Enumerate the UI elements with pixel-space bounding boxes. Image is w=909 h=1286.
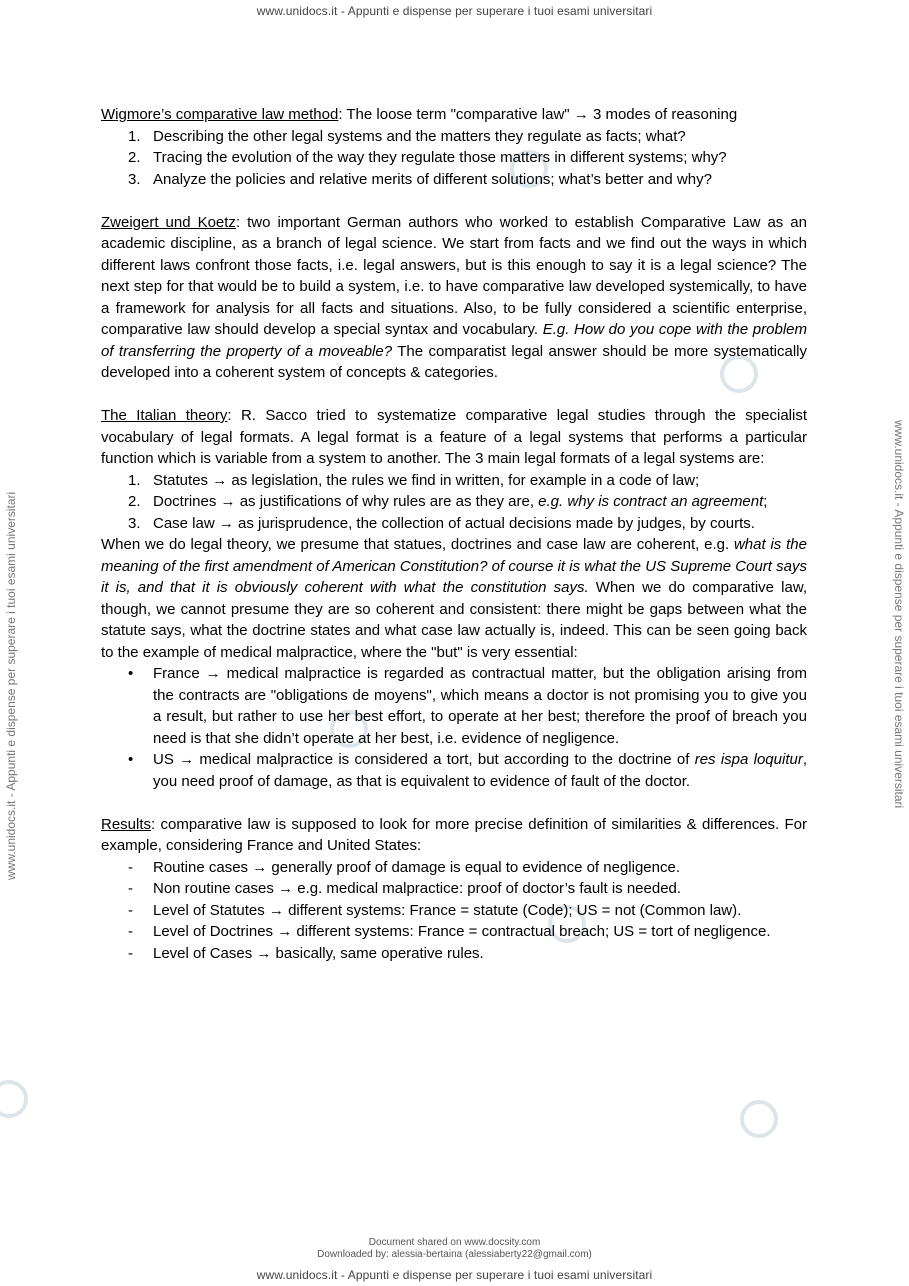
legal-theory-paragraph [101,534,807,663]
bullet-text: , you need proof of damage, as that is equivalent to evidence of fault of the doctor. [153,751,807,790]
dash-item [101,943,807,965]
dash-item [101,900,807,922]
dash-marker: - [128,944,133,962]
paragraph-text: When we do legal theory, we presume that statues, doctrines and case law are coherent, e.g. [101,536,734,553]
section-title: Wigmore’s comparative law method [101,106,339,123]
paragraph-italic: E.g. How do you cope with the problem of transferring the property of a moveable? [101,321,807,360]
bullet-marker: • [128,665,134,682]
dash-marker: - [128,880,133,897]
section-wigmore-heading [101,104,807,126]
bottom-banner: www.unidocs.it - Appunti e dispense per superare i tuoi esami universitari [256,1268,653,1282]
list-marker: 3. [128,170,141,188]
footer-downloaded: Downloaded by: alessia-bertaina (alessiaberty22@gmail.com) [317,1249,592,1260]
dash-marker: - [128,901,133,919]
list-item [101,147,807,169]
watermark-logo-icon [0,1080,28,1118]
section-results-paragraph [101,814,807,857]
bullet-item [101,749,807,792]
dash-text: Non routine cases → e.g. medical malpractice: proof of doctor’s fault is needed. [153,880,682,897]
paragraph-text: : comparative law is supposed to look for more precise definition of similarities & differences. For example, considering France and United States: [101,815,807,854]
list-item [101,513,807,535]
top-banner: www.unidocs.it - Appunti e dispense per superare i tuoi esami universitari [256,4,653,18]
paragraph-text: : R. Sacco tried to systematize comparative legal studies through the specialist vocabulary of legal formats. A legal format is a feature of a legal systems that performs a particular function which is variable from a system to another. The 3 main legal formats of a legal systems are: [101,407,807,467]
section-title: Results [101,815,152,833]
dash-marker: - [128,923,133,940]
paragraph-italic: what is the meaning of the first amendment of American Constitution? of course it is what the US Supreme Court says it is, and that it is obviously coherent with what the constitution says. [101,536,807,596]
list-item [101,491,807,513]
footer-shared: Document shared on www.docsity.com [368,1237,541,1248]
list-item [101,470,807,492]
list-marker: 3. [128,514,141,532]
list-marker: 1. [128,471,141,489]
bullet-item [101,663,807,749]
list-marker: 1. [128,127,141,145]
dash-item [101,878,807,900]
list-item-text: Case law → as jurisprudence, the collection of actual decisions made by judges, by courts. [153,514,755,532]
dash-item [101,857,807,879]
dash-text: Routine cases → generally proof of damage is equal to evidence of negligence. [153,858,680,876]
paragraph-text: The comparatist legal answer should be more systematically developed into a coherent system of concepts & categories. [101,342,808,381]
list-item [101,169,807,191]
watermark-logo-icon [740,1100,778,1138]
list-item-text: Analyze the policies and relative merits of different solutions; what’s better and why? [153,170,712,188]
list-item-text: Tracing the evolution of the way they regulate those matters in different systems; why? [153,149,727,166]
bullet-italic: res ispa loquitur [694,751,803,768]
paragraph-text: When we do comparative law, though, we cannot presume they are so coherent and consistent: there might be gaps between what the statute says, what the doctrine states and what case law actually is, indeed. This can be seen going back to the example of medical malpractice, where the "but" is very essential: [101,579,807,661]
list-marker: 2. [128,149,141,166]
document-page [101,104,807,964]
list-item-italic: e.g. why is contract an agreement [538,493,764,510]
section-intro: : The loose term "comparative law" → 3 modes of reasoning [338,106,738,123]
dash-marker: - [128,858,133,876]
list-item-text: Doctrines → as justifications of why rules are as they are, [153,493,539,510]
bullet-marker: • [128,751,134,768]
list-item-text: Statutes → as legislation, the rules we find in written, for example in a code of law; [153,471,700,489]
paragraph-text: : two important German authors who worked to establish Comparative Law as an academic discipline, as a branch of legal science. We start from facts and we find out the ways in which different laws confront those facts, i.e. legal answers, but is this enough to say it is a legal science? The next step for that would be to build a system, i.e. to have comparative law developed systemically, to have a framework for analysis for all facts and situations. Also, to be fully considered a scientific enterprise, comparative law should develop a special syntax and vocabulary. [101,213,807,338]
side-banner-left: www.unidocs.it - Appunti e dispense per superare i tuoi esami universitari [4,491,18,880]
section-title: Zweigert und Koetz [101,213,236,231]
list-item-text: Describing the other legal systems and the matters they regulate as facts; what? [153,127,686,145]
section-italian-theory-paragraph [101,405,807,470]
dash-text: Level of Doctrines → different systems: France = contractual breach; US = tort of negligence. [153,923,771,940]
bullet-text: US → medical malpractice is considered a tort, but according to the doctrine of [153,751,695,768]
list-item-text: ; [763,493,768,510]
side-banner-right: www.unidocs.it - Appunti e dispense per superare i tuoi esami universitari [892,420,906,809]
list-marker: 2. [128,493,141,510]
section-title: The Italian theory [101,407,228,424]
list-item [101,126,807,148]
dash-text: Level of Statutes → different systems: France = statute (Code); US = not (Common law). [153,901,742,919]
dash-text: Level of Cases → basically, same operative rules. [153,944,484,962]
bullet-text: France → medical malpractice is regarded as contractual matter, but the obligation arising from the contracts are "obligations de moyens", which means a doctor is not promising you to give you a result, but rather to use her best effort, to operate at her best; therefore the proof of breach you need is that she didn’t operate at her best, i.e. evidence of negligence. [153,665,807,747]
dash-item [101,921,807,943]
section-zweigert-paragraph [101,212,807,384]
